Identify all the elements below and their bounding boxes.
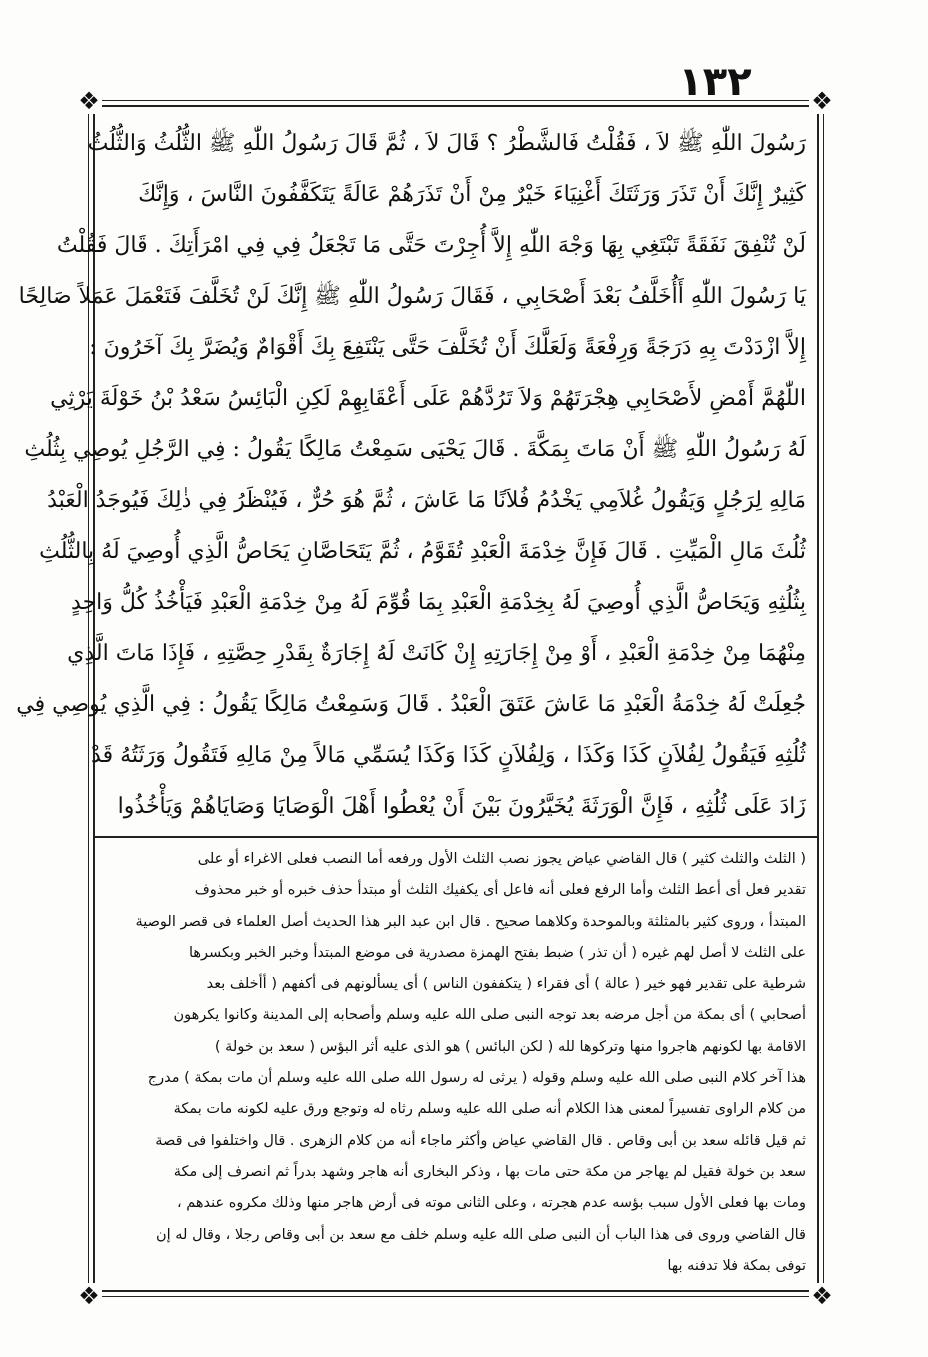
main-text-line: يَا رَسُولَ اللّٰهِ أَأُخَلَّفُ بَعْدَ أَصْحَابِي ، فَقَالَ رَسُولُ اللّٰهِ ﷺ إِنَّكَ لَنْ تُخَلَّفَ فَتَعْمَلَ عَمَلاً صَالِحًا [18,284,806,309]
corner-ornament-icon: ❖ [76,88,102,114]
footnote-line: شرطية على تقدير فهو خير ( عالة ) أى فقراء ( يتكففون الناس ) أى يسألونهم فى أكفهم ( أأخلف بعد [206,976,806,993]
main-text-line: زَادَ عَلَى ثُلُثِهِ ، فَإِنَّ الْوَرَثَةَ يُخَيَّرُونَ بَيْنَ أَنْ يُعْطُوا أَهْلَ الْوَصَايَا وَصَايَاهُمْ وَيَأْخُذُوا [117,794,806,819]
footnote-line: توفى بمكة فلا تدفنه بها [667,1257,806,1274]
main-text [16,118,806,830]
footnotes [104,844,806,1284]
page-number: ١٣٢ [678,59,752,105]
footnote-line: الاقامة بها لكونهم هاجروا منها وتركوها لله ( لكن البائس ) هو الذى عليه أثر البؤس ( سعد بن خولة ) [214,1038,806,1055]
main-text-line: رَسُولَ اللّٰهِ ﷺ لاَ ، فَقُلْتُ فَالشَّطْرُ ؟ قَالَ لاَ ، ثُمَّ قَالَ رَسُولُ اللّٰهِ ﷺ الثُّلُثُ وَالثُّلُثُ [87,131,806,156]
footnote-line: ومات بها فعلى الأول سبب بؤسه عدم هجرته ، وعلى الثانى موته فى أرض هاجر منها وذلك مكروه عندهم ، [176,1195,806,1212]
footnote-line: على الثلث لا أصل لهم غيره ( أن تذر ) ضبط بفتح الهمزة مصدرية فى موضع المبتدأ وخبر الخبر وبكسرها [188,944,806,961]
corner-ornament-icon: ❖ [809,88,835,114]
footnote-line: ( الثلث والثلث كثير ) قال القاضي عياض يجوز نصب الثلث الأول ورفعه أما النصب فعلى الاغراء أو على [197,851,806,867]
main-text-line: اللّٰهُمَّ أَمْضِ لأَصْحَابِي هِجْرَتَهُمْ وَلاَ تَرُدَّهُمْ عَلَى أَعْقَابِهِمْ لَكِنِ الْبَائِسُ سَعْدُ بْنُ خَوْلَةَ يَرْثِي [50,386,806,411]
main-text-line: لَنْ تُنْفِقَ نَفَقَةً تَبْتَغِي بِهَا وَجْهَ اللّٰهِ إِلاَّ أُجِرْتَ حَتَّى مَا تَجْعَلُ فِي فِي امْرَأَتِكَ . قَالَ فَقُلْتُ [56,233,806,258]
footnote-line: هذا آخر كلام النبى صلى الله عليه وسلم وقوله ( يرثى له رسول الله صلى الله عليه وسلم أن مات بمكة ) مدرج [147,1070,806,1087]
corner-ornament-icon: ❖ [76,1283,102,1309]
main-text-line: كَثِيرٌ إِنَّكَ أَنْ تَذَرَ وَرَثَتَكَ أَغْنِيَاءَ خَيْرٌ مِنْ أَنْ تَذَرَهُمْ عَالَةً يَتَكَفَّفُونَ النَّاسَ ، وَإِنَّكَ [138,182,806,207]
footnote-line: تقدير فعل أى أعط الثلث وأما الرفع فعلى أنه فاعل أى يكفيك الثلث أو مبتدأ حذف خبره أو خبر محذوف [194,882,806,899]
main-text-line: إِلاَّ ازْدَدْتَ بِهِ دَرَجَةً وَرِفْعَةً وَلَعَلَّكَ أَنْ تُخَلَّفَ حَتَّى يَنْتَفِعَ بِكَ أَقْوَامٌ وَيُضَرَّ بِكَ آخَرُونَ : [89,335,806,360]
main-text-line: مِنْهُمَا مِنْ خِدْمَةِ الْعَبْدِ ، أَوْ مِنْ إِجَارَتِهِ إِنْ كَانَتْ لَهُ إِجَارَةٌ بِقَدْرِ حِصَّتِهِ ، فَإِذَا مَاتَ الَّذِي [67,641,806,666]
main-text-line: ثُلُثَ مَالِ الْمَيِّتِ . قَالَ فَإِنَّ خِدْمَةَ الْعَبْدِ تُقَوَّمُ ، ثُمَّ يَتَحَاصَّانِ يَحَاصُّ الَّذِي أُوصِيَ لَهُ بِالثُّلُثِ [39,539,806,564]
footnote-line: المبتدأ ، وروى كثير بالمثلثة وبالموحدة وكلاهما صحيح . قال ابن عبد البر هذا الحديث أصل العلماء فى قصر الوصية [135,913,806,930]
main-text-line: مَالِهِ لِرَجُلٍ وَيَقُولُ غُلاَمِي يَخْدُمُ فُلاَنًا مَا عَاشَ ، ثُمَّ هُوَ حُرٌّ ، فَيُنْظَرُ فِي ذٰلِكَ فَيُوجَدُ الْعَبْدُ [47,488,806,513]
footnote-divider [94,836,818,838]
main-text-line: جُعِلَتْ لَهُ خِدْمَةُ الْعَبْدِ مَا عَاشَ عَتَقَ الْعَبْدُ . قَالَ وَسَمِعْتُ مَالِكًا يَقُولُ : فِي الَّذِي يُوصِي فِي [16,692,806,717]
main-text-line: بِثُلُثِهِ وَيَحَاصُّ الَّذِي أُوصِيَ لَهُ بِخِدْمَةِ الْعَبْدِ بِمَا قُوِّمَ لَهُ مِنْ خِدْمَةِ الْعَبْدِ فَيَأْخُذُ كُلُّ وَاحِدٍ [71,590,806,615]
corner-ornament-icon: ❖ [809,1283,835,1309]
footnote-line: سعد بن خولة فقيل لم يهاجر من مكة حتى مات بها ، وذكر البخارى أنه هاجر وشهد بدراً ثم انصرف إلى مكة [173,1163,806,1180]
footnote-line: قال القاضي وروى فى هذا الباب أن النبى صلى الله عليه وسلم خلف مع سعد بن أبى وقاص رجلا ، وقال له إن [156,1226,806,1243]
main-text-line: ثُلُثِهِ فَيَقُولُ لِفُلاَنٍ كَذَا وَكَذَا ، وَلِفُلاَنٍ كَذَا وَكَذَا يُسَمِّي مَالاً مِنْ مَالِهِ فَتَقُولُ وَرَثَتُهُ قَدْ [91,743,806,768]
footnote-line: من كلام الراوى تفسيراً لمعنى هذا الكلام أنه صلى الله عليه وسلم رثاه له وتوجع ورق عليه لكونه مات بمكة [173,1101,806,1118]
footnote-line: أصحابي ) أى بمكة من أجل مرضه بعد توجه النبى صلى الله عليه وسلم وأصحابه إلى المدينة وكانوا يكرهون [173,1007,806,1024]
main-text-line: لَهُ رَسُولُ اللّٰهِ ﷺ أَنْ مَاتَ بِمَكَّةَ . قَالَ يَحْيَى سَمِعْتُ مَالِكًا يَقُولُ : فِي الرَّجُلِ يُوصِي بِثُلُثِ [24,437,806,462]
footnote-line: ثم قيل قائله سعد بن أبى وقاص . قال القاضي عياض وأكثر ماجاء أنه من كلام الزهرى . قال واختلفوا فى قصة [155,1132,806,1149]
